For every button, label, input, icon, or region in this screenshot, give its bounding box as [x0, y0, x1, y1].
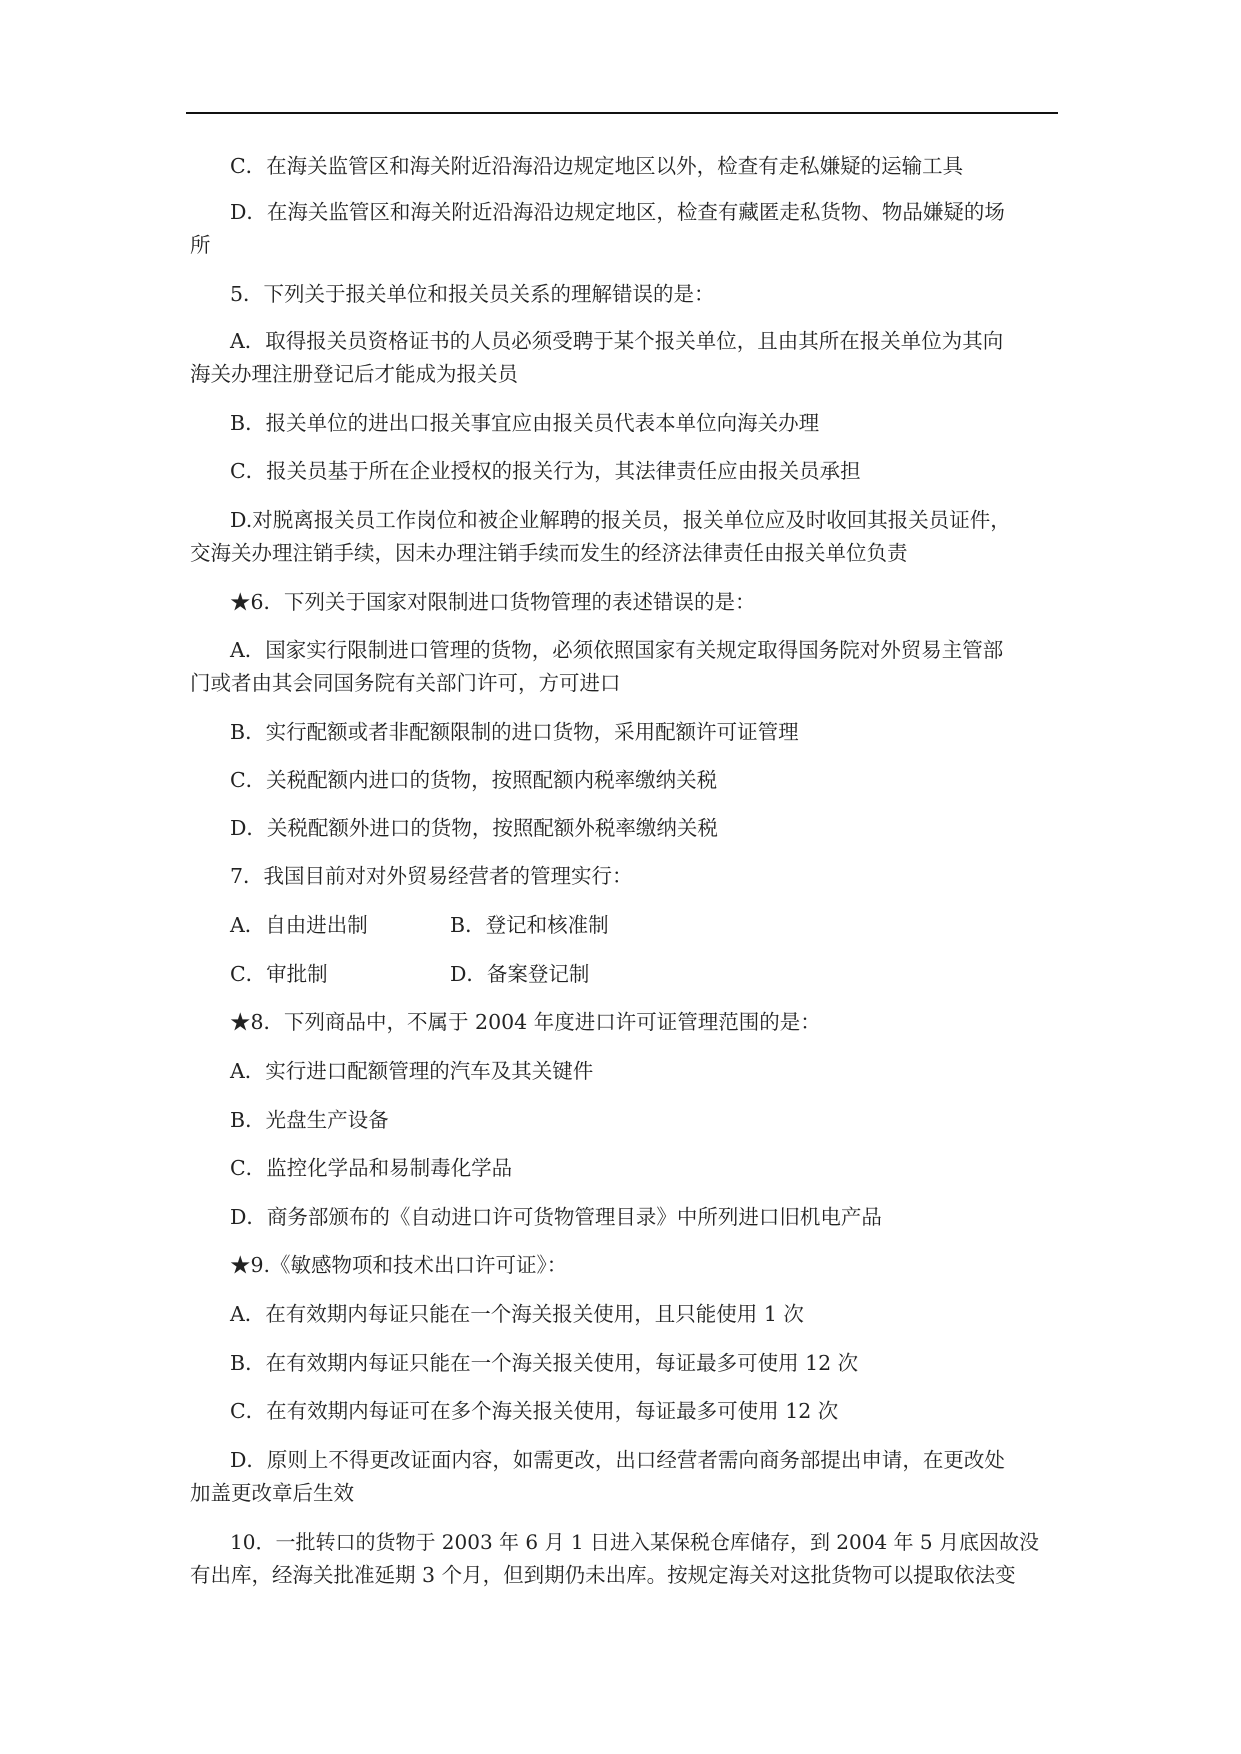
q9-option-b: B．在有效期内每证只能在一个海关报关使用，每证最多可使用 12 次: [230, 1351, 859, 1375]
q8-option-c: C．监控化学品和易制毒化学品: [230, 1156, 513, 1180]
q7-option-a: A．自由进出制: [230, 913, 368, 937]
q7-options-row1: [230, 909, 609, 942]
q9-option-a: A．在有效期内每证只能在一个海关报关使用，且只能使用 1 次: [230, 1302, 804, 1326]
q8-option-d: D．商务部颁布的《自动进口许可货物管理目录》中所列进口旧机电产品: [230, 1205, 882, 1229]
question-7: 7．我国目前对对外贸易经营者的管理实行：: [230, 864, 633, 888]
q6-option-a-line2: 门或者由其会同国务院有关部门许可，方可进口: [190, 671, 621, 695]
q4-option-c: C．在海关监管区和海关附近沿海沿边规定地区以外，检查有走私嫌疑的运输工具: [230, 154, 964, 178]
question-8: ★8．下列商品中，不属于 2004 年度进口许可证管理范围的是：: [230, 1010, 821, 1034]
question-10-line2: 有出库，经海关批准延期 3 个月，但到期仍未出库。按规定海关对这批货物可以提取依法变: [190, 1563, 1016, 1587]
q7-options-row2: [230, 958, 589, 991]
q9-option-d-line1: D．原则上不得更改证面内容，如需更改，出口经营者需向商务部提出申请，在更改处: [230, 1448, 1005, 1472]
q6-option-c: C．关税配额内进口的货物，按照配额内税率缴纳关税: [230, 768, 718, 792]
q6-option-d: D．关税配额外进口的货物，按照配额外税率缴纳关税: [230, 816, 718, 840]
q5-option-a-line1: A．取得报关员资格证书的人员必须受聘于某个报关单位，且由其所在报关单位为其向: [230, 329, 1004, 353]
q9-option-d-line2: 加盖更改章后生效: [190, 1481, 354, 1505]
question-6: ★6．下列关于国家对限制进口货物管理的表述错误的是：: [230, 590, 756, 614]
header-rule: [186, 112, 1058, 114]
question-10-line1: 10．一批转口的货物于 2003 年 6 月 1 日进入某保税仓库储存，到 2004 年 5 月底因故没: [230, 1530, 1039, 1554]
q5-option-b: B．报关单位的进出口报关事宜应由报关员代表本单位向海关办理: [230, 411, 820, 435]
q8-option-a: A．实行进口配额管理的汽车及其关键件: [230, 1059, 594, 1083]
question-9: ★9.《敏感物项和技术出口许可证》：: [230, 1253, 568, 1277]
q7-option-d: D．备案登记制: [450, 962, 590, 986]
question-5: 5．下列关于报关单位和报关员关系的理解错误的是：: [230, 282, 715, 306]
q6-option-a-line1: A．国家实行限制进口管理的货物，必须依照国家有关规定取得国务院对外贸易主管部: [230, 638, 1004, 662]
q4-option-d-line2: 所: [190, 233, 211, 257]
q5-option-c: C．报关员基于所在企业授权的报关行为，其法律责任应由报关员承担: [230, 459, 861, 483]
q9-option-c: C．在有效期内每证可在多个海关报关使用，每证最多可使用 12 次: [230, 1399, 839, 1423]
q8-option-b: B．光盘生产设备: [230, 1108, 389, 1132]
q7-option-c: C．审批制: [230, 962, 328, 986]
q7-option-b: B．登记和核准制: [450, 913, 609, 937]
q4-option-d-line1: D．在海关监管区和海关附近沿海沿边规定地区，检查有藏匿走私货物、物品嫌疑的场: [230, 200, 1005, 224]
q5-option-a-line2: 海关办理注册登记后才能成为报关员: [190, 362, 518, 386]
q5-option-d-line2: 交海关办理注销手续，因未办理注销手续而发生的经济法律责任由报关单位负责: [190, 541, 908, 565]
q6-option-b: B．实行配额或者非配额限制的进口货物，采用配额许可证管理: [230, 720, 799, 744]
q5-option-d-line1: D.对脱离报关员工作岗位和被企业解聘的报关员，报关单位应及时收回其报关员证件，: [230, 508, 1011, 532]
